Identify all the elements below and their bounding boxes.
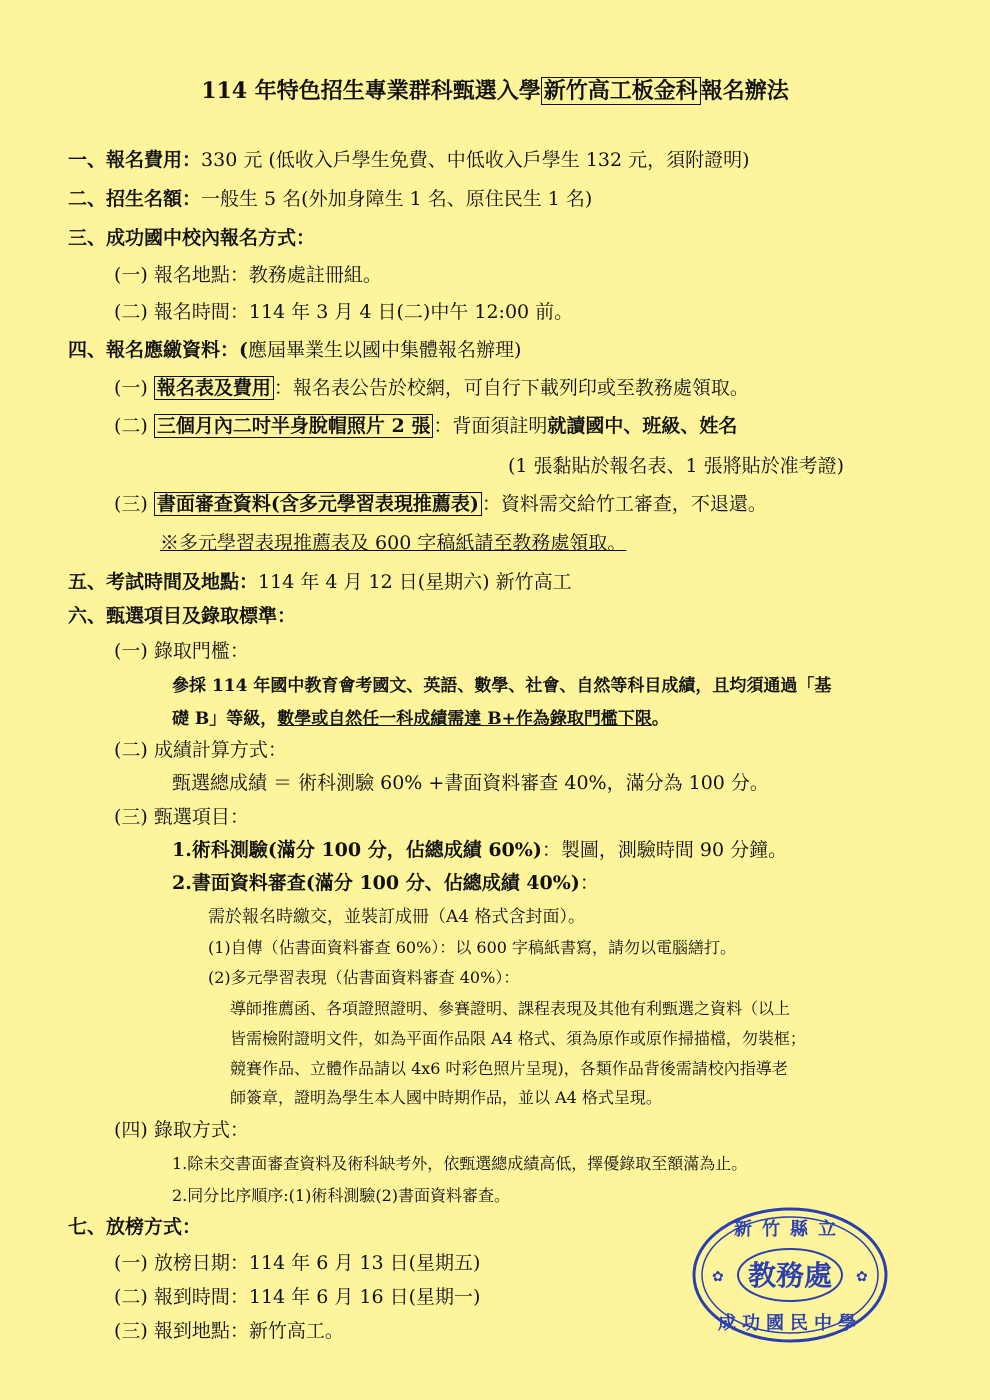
score-calc-label: (二) 成績計算方式： [114, 739, 287, 761]
school-seal-stamp [690, 1205, 890, 1345]
svg-text:✿: ✿ [856, 1269, 868, 1285]
selection-item-practical [172, 837, 787, 863]
review-detail-line1: 導師推薦函、各項證照證明、參賽證明、課程表現及其他有利甄選之資料（以上 [230, 999, 791, 1018]
selection-item-practical-text: ：製圖，測驗時間 90 分鐘。 [541, 839, 788, 861]
report-location: (三) 報到地點：新竹高工。 [114, 1320, 344, 1342]
section-exam [68, 569, 572, 595]
required-item-photo [114, 413, 737, 439]
selection-item-review-title: 2.書面資料審查(滿分 100 分、佔總成績 40%) [172, 872, 580, 894]
selection-item-review [172, 870, 599, 896]
required-item-review [114, 491, 767, 517]
required-item-form [114, 375, 749, 401]
section-required-docs-note: 應屆畢業生以國中集體報名辦理) [248, 339, 522, 361]
required-item-form-text: ：報名表公告於校網，可自行下載列印或至教務處領取。 [273, 377, 749, 399]
score-calc-text: 甄選總成績 ＝ 術科測驗 60% +書面資料審查 40%，滿分為 100 分。 [172, 772, 769, 794]
threshold-end: 。 [651, 709, 669, 729]
svg-text:教務處: 教務處 [747, 1259, 833, 1292]
title-suffix: 報名辦法 [700, 78, 789, 104]
required-item-photo-bold: 就讀國中、班級、姓名 [547, 415, 738, 437]
item-number: (二) [114, 415, 148, 437]
registration-time: (二) 報名時間：114 年 3 月 4 日(二)中午 12:00 前。 [114, 301, 574, 323]
section-required-docs [68, 337, 521, 363]
required-item-review-box: 書面審查資料(含多元學習表現推薦表) [154, 492, 482, 516]
review-detail-line3: 競賽作品、立體作品請以 4x6 吋彩色照片呈現)，各類作品背後需請校內指導老 [230, 1059, 788, 1078]
admission-method-label: (四) 錄取方式： [114, 1119, 249, 1141]
required-docs-note: ※多元學習表現推薦表及 600 字稿紙請至教務處領取。 [160, 532, 627, 554]
section-quota-text: 一般生 5 名(外加身障生 1 名、原住民生 1 名) [201, 188, 593, 210]
svg-text:✿: ✿ [712, 1269, 724, 1285]
threshold-underlined: 數學或自然任一科成績需達 B+作為錄取門檻下限 [277, 709, 652, 729]
colon: ： [579, 872, 599, 894]
svg-text:新竹縣立: 新竹縣立 [734, 1219, 846, 1240]
section-announcement-label: 七、放榜方式： [68, 1216, 202, 1238]
item-number: (一) [114, 377, 148, 399]
review-binding-note: 需於報名時繳交，並裝訂成冊（A4 格式含封面）。 [208, 907, 585, 927]
review-detail-line4: 師簽章，證明為學生本人國中時期作品，並以 A4 格式呈現。 [230, 1088, 662, 1107]
section-quota-label: 二、招生名額： [68, 188, 202, 210]
threshold-text: 礎 B」等級， [172, 709, 278, 729]
section-selection-label: 六、甄選項目及錄取標準： [68, 605, 297, 627]
admission-threshold-line1: 參採 114 年國中教育會考國文、英語、數學、社會、自然等科目成績，且均須通過「基 [172, 676, 832, 696]
review-detail-line2: 皆需檢附證明文件，如為平面作品限 A4 格式、須為原作或原作掃描檔，勿裝框； [230, 1029, 806, 1048]
title-prefix: 114 年特色招生專業群科甄選入學 [201, 78, 541, 104]
section-required-docs-label: 四、報名應繳資料：( [68, 339, 248, 361]
admission-threshold-label: (一) 錄取門檻： [114, 640, 249, 662]
section-exam-text: 114 年 4 月 12 日(星期六) 新竹高工 [258, 571, 572, 593]
selection-item-practical-title: 1.術科測驗(滿分 100 分，佔總成績 60%) [172, 839, 542, 861]
required-item-photo-box: 三個月內二吋半身脫帽照片 2 張 [154, 414, 433, 438]
section-fee [68, 147, 750, 173]
selection-items-label: (三) 甄選項目： [114, 806, 249, 828]
required-item-photo-note: (1 張黏貼於報名表、1 張將貼於准考證) [508, 455, 845, 477]
admission-method-line2: 2.同分比序順序:(1)術科測驗(2)書面資料審查。 [172, 1186, 510, 1205]
review-learning-performance: (2)多元學習表現（佔書面資料審查 40%）： [208, 968, 520, 987]
svg-text:成功國民中學: 成功國民中學 [718, 1313, 862, 1334]
registration-location: (一) 報名地點：教務處註冊組。 [114, 264, 382, 286]
required-item-review-text: ：資料需交給竹工審查，不退還。 [481, 493, 767, 515]
review-autobiography: (1)自傳（佔書面資料審查 60%）：以 600 字稿紙書寫，請勿以電腦繕打。 [208, 938, 737, 957]
section-school-registration-label: 三、成功國中校內報名方式： [68, 227, 316, 249]
title-boxed-dept: 新竹高工板金科 [541, 77, 701, 105]
section-exam-label: 五、考試時間及地點： [68, 571, 259, 593]
admission-threshold-line2 [172, 706, 669, 732]
item-number: (三) [114, 493, 148, 515]
section-fee-text: 330 元 (低收入戶學生免費、中低收入戶學生 132 元，須附證明) [201, 149, 750, 171]
page-title [0, 78, 990, 104]
required-item-photo-text: ：背面須註明 [433, 415, 548, 437]
section-fee-label: 一、報名費用： [68, 149, 202, 171]
required-item-form-box: 報名表及費用 [154, 376, 274, 400]
admission-method-line1: 1.除未交書面審查資料及術科缺考外，依甄選總成績高低，擇優錄取至額滿為止。 [172, 1154, 748, 1173]
section-quota [68, 186, 592, 212]
announcement-date: (一) 放榜日期：114 年 6 月 13 日(星期五) [114, 1252, 481, 1274]
report-time: (二) 報到時間：114 年 6 月 16 日(星期一) [114, 1286, 481, 1308]
